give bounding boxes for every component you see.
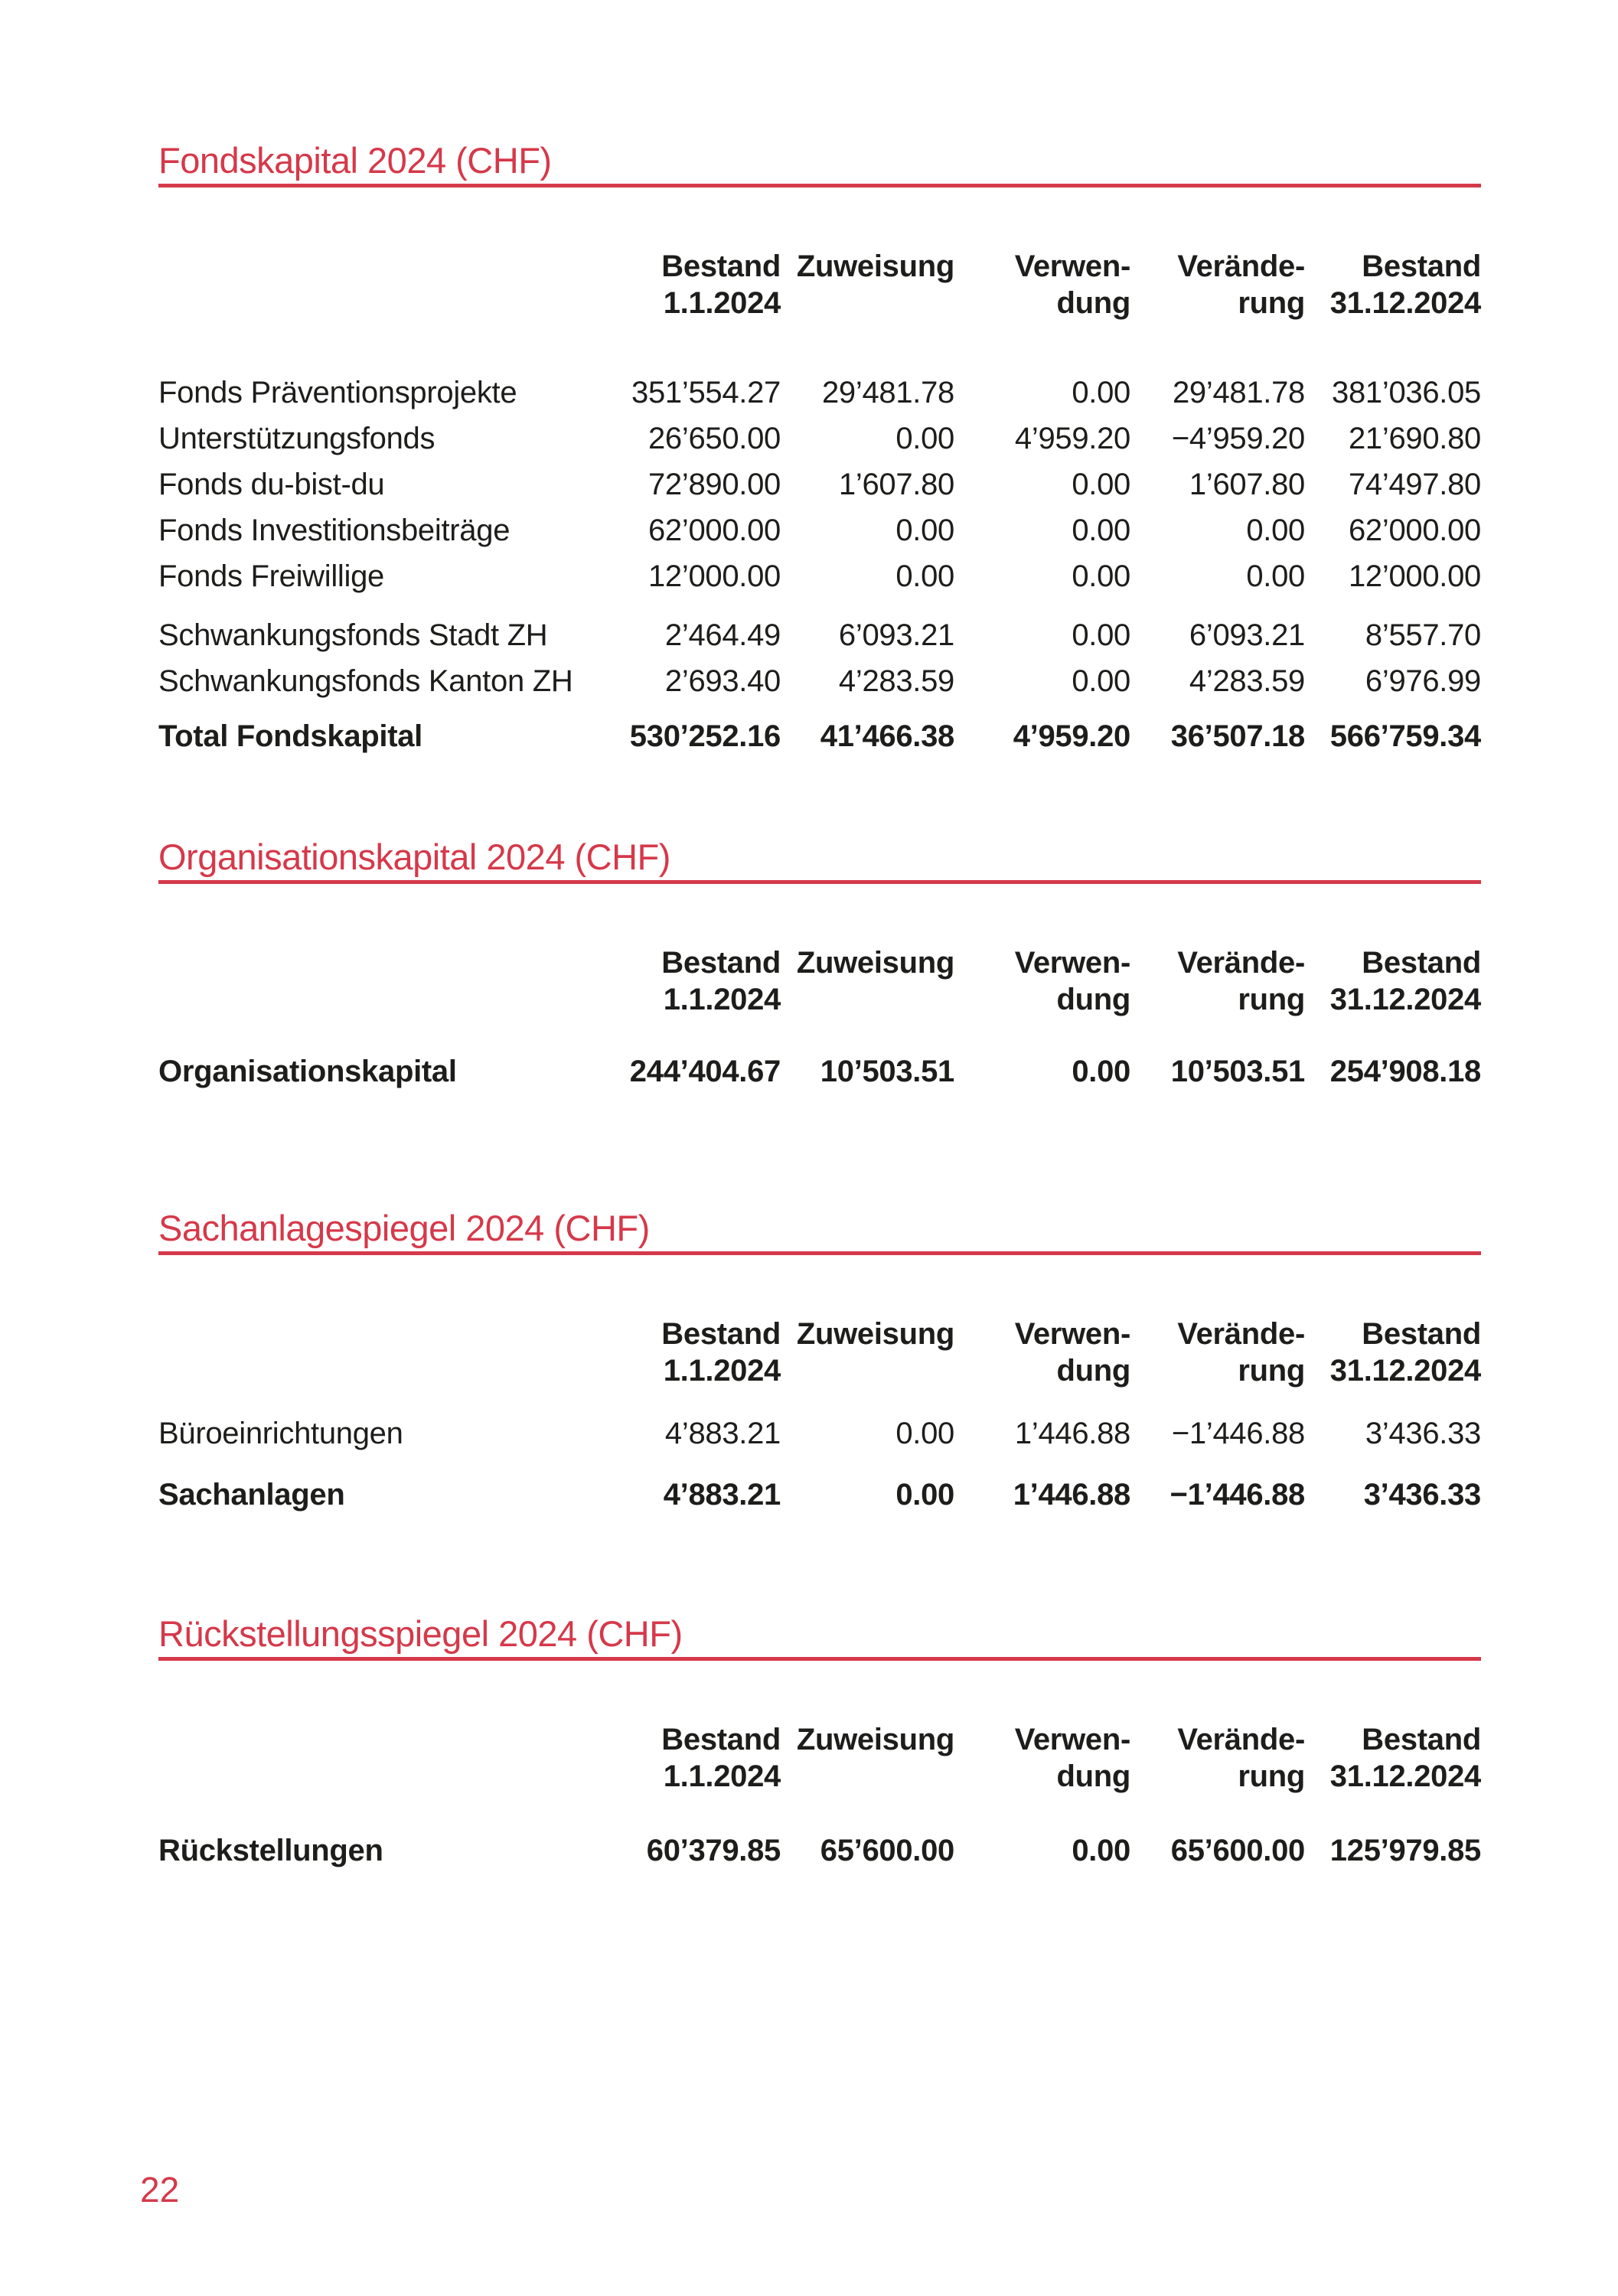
cell-value: 381’036.05 [1332,376,1481,409]
cell-value: 0.00 [895,1417,954,1450]
table-header [158,248,1481,321]
table-row [158,370,1481,416]
cell-value: 10’503.51 [1170,1055,1305,1088]
header-spacer [158,1316,610,1389]
cell-value: 0.00 [895,1478,954,1512]
table-row [158,416,1481,461]
table-row [158,461,1481,507]
row-label: Sachanlagen [158,1478,345,1512]
cell-value: 6’976.99 [1365,664,1481,698]
cell-value: 4’883.21 [664,1417,781,1450]
cell-value: 12’000.00 [1348,559,1481,593]
cell-value: 2’693.40 [664,664,781,698]
cell-value: 21’690.80 [1348,422,1481,455]
table-row [158,612,1481,658]
column-header-bestand-start: Bestand 1.1.2024 [661,1317,781,1388]
cell-value: 62’000.00 [1348,514,1481,547]
cell-value: 29’481.78 [821,376,954,409]
cell-value: 0.00 [1072,1055,1130,1088]
cell-value: 244’404.67 [629,1055,781,1088]
cell-value: 41’466.38 [820,719,954,753]
column-header-zuweisung: Zuweisung [796,946,954,980]
cell-value: −1’446.88 [1171,1417,1305,1450]
row-label: Organisationskapital [158,1055,457,1088]
column-header-bestand-end: Bestand 31.12.2024 [1329,1723,1481,1793]
section-underline [158,880,1481,884]
cell-value: 65’600.00 [820,1834,954,1867]
cell-value: 4’283.59 [838,664,954,698]
table-row [158,553,1481,599]
cell-value: 12’000.00 [648,559,781,593]
cell-value: 3’436.33 [1365,1417,1481,1450]
cell-value: 0.00 [1246,559,1305,593]
cell-value: 0.00 [1072,664,1130,698]
cell-value: 530’252.16 [629,719,781,753]
cell-value: 0.00 [1072,1834,1130,1867]
cell-value: 3’436.33 [1363,1478,1481,1512]
column-header-zuweisung: Zuweisung [796,249,954,283]
cell-value: 0.00 [1072,514,1130,547]
row-label: Büroeinrichtungen [158,1417,403,1450]
cell-value: 254’908.18 [1329,1055,1481,1088]
cell-value: 1’607.80 [1189,468,1305,501]
cell-value: 0.00 [895,514,954,547]
cell-value: 0.00 [895,559,954,593]
column-header-bestand-end: Bestand 31.12.2024 [1329,249,1481,320]
cell-value: 26’650.00 [648,422,781,455]
row-label: Unterstützungsfonds [158,422,435,455]
cell-value: 62’000.00 [648,514,781,547]
cell-value: 0.00 [1246,514,1305,547]
section-underline [158,1251,1481,1255]
table-row [158,1411,1481,1456]
cell-value: 1’607.80 [838,468,954,501]
cell-value: 4’959.20 [1013,719,1130,753]
column-header-zuweisung: Zuweisung [796,1317,954,1351]
cell-value: 10’503.51 [820,1055,954,1088]
row-label: Total Fondskapital [158,719,422,753]
cell-value: 2’464.49 [664,618,781,652]
column-header-veraenderung: Verände- rung [1177,1723,1305,1793]
cell-value: 566’759.34 [1329,719,1481,753]
row-group-fonds [158,370,1481,599]
row-label: Schwankungsfonds Kanton ZH [158,664,573,698]
cell-value: 4’283.59 [1189,664,1305,698]
table-row-total [158,1049,1481,1094]
cell-value: −1’446.88 [1169,1478,1305,1512]
column-header-bestand-end: Bestand 31.12.2024 [1329,1317,1481,1388]
cell-value: 74’497.80 [1348,468,1481,501]
cell-value: 1’446.88 [1013,1478,1130,1512]
column-header-bestand-start: Bestand 1.1.2024 [661,1723,781,1793]
cell-value: 0.00 [895,422,954,455]
row-label: Fonds Präventionsprojekte [158,376,517,409]
cell-value: 4’959.20 [1014,422,1130,455]
section-fondskapital [158,142,1481,759]
cell-value: 72’890.00 [648,468,781,501]
column-header-verwendung: Verwen- dung [1014,249,1130,320]
table-row-total [158,713,1481,759]
section-title: Organisationskapital 2024 (CHF) [158,837,670,877]
table-header [158,1316,1481,1389]
column-header-verwendung: Verwen- dung [1014,946,1130,1016]
cell-value: 65’600.00 [1170,1834,1305,1867]
section-title: Sachanlagespiegel 2024 (CHF) [158,1208,650,1248]
table-header [158,1721,1481,1795]
column-header-bestand-start: Bestand 1.1.2024 [661,249,781,320]
cell-value: −4’959.20 [1171,422,1305,455]
cell-value: 0.00 [1072,468,1130,501]
row-group-schwankungsfonds [158,612,1481,704]
cell-value: 351’554.27 [631,376,781,409]
table-row-total [158,1828,1481,1874]
table-row [158,658,1481,704]
row-label: Fonds du-bist-du [158,468,385,501]
column-header-verwendung: Verwen- dung [1014,1317,1130,1388]
section-rueckstellungsspiegel [158,1615,1481,1874]
cell-value: 125’979.85 [1329,1834,1481,1867]
section-underline [158,184,1481,188]
section-title: Rückstellungsspiegel 2024 (CHF) [158,1613,683,1654]
cell-value: 1’446.88 [1014,1417,1130,1450]
cell-value: 8’557.70 [1365,618,1481,652]
row-label: Rückstellungen [158,1834,383,1867]
column-header-bestand-end: Bestand 31.12.2024 [1329,946,1481,1016]
cell-value: 0.00 [1072,559,1130,593]
table-row-total [158,1472,1481,1518]
column-header-veraenderung: Verände- rung [1177,946,1305,1016]
column-header-verwendung: Verwen- dung [1014,1723,1130,1793]
table-header [158,944,1481,1018]
section-title: Fondskapital 2024 (CHF) [158,140,552,181]
header-spacer [158,944,610,1018]
section-organisationskapital [158,838,1481,1094]
header-spacer [158,248,610,321]
row-label: Schwankungsfonds Stadt ZH [158,618,548,652]
cell-value: 6’093.21 [838,618,954,652]
section-underline [158,1657,1481,1661]
cell-value: 36’507.18 [1170,719,1305,753]
row-label: Fonds Investitionsbeiträge [158,514,511,547]
table-row [158,507,1481,553]
cell-value: 4’883.21 [663,1478,781,1512]
column-header-zuweisung: Zuweisung [796,1723,954,1756]
column-header-bestand-start: Bestand 1.1.2024 [661,946,781,1016]
cell-value: 29’481.78 [1172,376,1305,409]
cell-value: 0.00 [1072,376,1130,409]
cell-value: 60’379.85 [646,1834,781,1867]
cell-value: 6’093.21 [1189,618,1305,652]
column-header-veraenderung: Verände- rung [1177,249,1305,320]
row-label: Fonds Freiwillige [158,559,384,593]
header-spacer [158,1721,610,1795]
page-number: 22 [140,2170,180,2210]
section-sachanlagespiegel [158,1209,1481,1518]
cell-value: 0.00 [1072,618,1130,652]
column-header-veraenderung: Verände- rung [1177,1317,1305,1388]
